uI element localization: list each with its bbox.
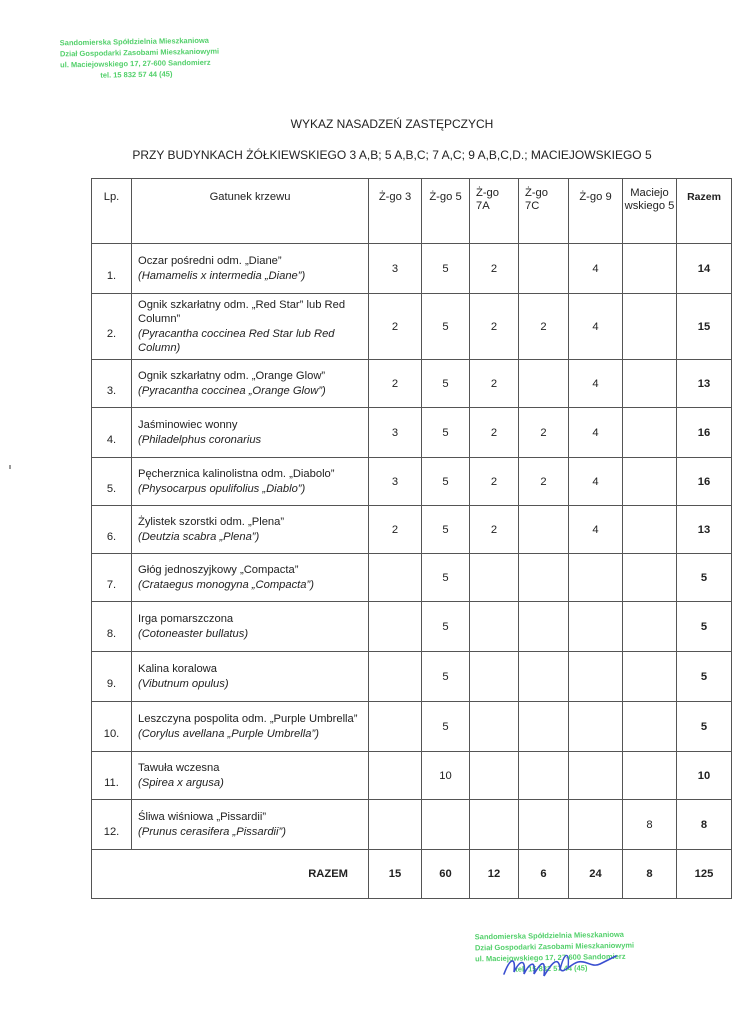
species-latin: (Vibutnum opulus): [138, 677, 229, 690]
row-total: 5: [677, 602, 732, 652]
table-row: [92, 294, 732, 360]
total-z7c: 6: [519, 850, 569, 899]
row-number: 10.: [92, 702, 132, 752]
count-z3: [369, 602, 422, 652]
species-name: Oczar pośredni odm. „Diane”: [138, 255, 282, 267]
count-z5: 5: [422, 506, 470, 554]
species-latin: (Pyracantha coccinea „Orange Glow”): [138, 384, 326, 397]
count-mac: [623, 294, 677, 360]
count-z7a: 2: [470, 506, 519, 554]
header-lp: Lp.: [92, 179, 132, 244]
count-z5: 5: [422, 458, 470, 506]
count-z7a: 2: [470, 408, 519, 458]
count-z9: [569, 554, 623, 602]
count-z9: [569, 652, 623, 702]
row-total: 5: [677, 554, 732, 602]
species-cell: [132, 506, 369, 554]
count-z9: [569, 702, 623, 752]
table-row: [92, 602, 732, 652]
species-name: Ognik szkarłatny odm. „Orange Glow”: [138, 370, 326, 382]
table-row: [92, 554, 732, 602]
count-z7c: 2: [519, 408, 569, 458]
count-z7a: 2: [470, 294, 519, 360]
total-z5: 60: [422, 850, 470, 899]
species-latin: (Hamamelis x intermedia „Diane”): [138, 269, 306, 282]
count-z9: 4: [569, 506, 623, 554]
species-cell: [132, 408, 369, 458]
count-z5: 5: [422, 408, 470, 458]
row-number: 8.: [92, 602, 132, 652]
count-z5: 5: [422, 554, 470, 602]
table-row: [92, 244, 732, 294]
species-name: Kalina koralowa: [138, 663, 217, 675]
table-row: [92, 458, 732, 506]
count-z7a: [470, 652, 519, 702]
count-z7c: [519, 506, 569, 554]
count-z7a: [470, 702, 519, 752]
species-cell: [132, 244, 369, 294]
table-row: [92, 702, 732, 752]
totals-row: [92, 850, 732, 899]
header-z9: Ż-go 9: [569, 179, 623, 244]
count-z7a: 2: [470, 244, 519, 294]
table-row: [92, 652, 732, 702]
count-z7c: 2: [519, 458, 569, 506]
stamp-line-2: Dział Gospodarki Zasobami Mieszkaniowymi: [474, 940, 635, 953]
species-latin: (Cotoneaster bullatus): [138, 627, 249, 640]
species-name: Jaśminowiec wonny: [138, 419, 238, 431]
species-latin: (Prunus cerasifera „Pissardii”): [138, 825, 286, 838]
species-cell: [132, 652, 369, 702]
count-z3: 2: [369, 360, 422, 408]
company-stamp-top: [60, 35, 220, 82]
stamp-line-3: ul. Maciejowskiego 17, 27-600 Sandomierz: [475, 951, 626, 964]
count-z9: 4: [569, 458, 623, 506]
table-row: [92, 506, 732, 554]
species-name: Irga pomarszczona: [138, 613, 234, 625]
total-z7a: 12: [470, 850, 519, 899]
count-mac: [623, 752, 677, 800]
row-number: 11.: [92, 752, 132, 800]
count-z3: 3: [369, 408, 422, 458]
table-row: [92, 360, 732, 408]
row-number: 6.: [92, 506, 132, 554]
count-z7a: 2: [470, 458, 519, 506]
count-mac: [623, 360, 677, 408]
row-number: 12.: [92, 800, 132, 850]
count-z7c: [519, 752, 569, 800]
count-z7c: [519, 554, 569, 602]
species-cell: [132, 294, 369, 360]
row-total: 13: [677, 506, 732, 554]
count-z5: [422, 800, 470, 850]
count-mac: [623, 554, 677, 602]
count-z7a: [470, 602, 519, 652]
document-subtitle: PRZY BUDYNKACH ŻÓŁKIEWSKIEGO 3 A,B; 5 A,B,C; 7 A,C; 9 A,B,C,D.; MACIEJOWSKIEGO 5: [132, 148, 652, 162]
count-z7a: [470, 800, 519, 850]
stamp-line-1: Sandomierska Spółdzielnia Mieszkaniowa: [474, 929, 624, 942]
count-z9: 4: [569, 294, 623, 360]
scan-mark: [9, 465, 11, 469]
count-z3: 3: [369, 244, 422, 294]
header-razem: Razem: [677, 179, 732, 244]
row-total: 16: [677, 408, 732, 458]
species-latin: (Pyracantha coccinea Red Star lub Red Column): [138, 327, 335, 354]
count-z5: 5: [422, 652, 470, 702]
count-z3: [369, 752, 422, 800]
signature: [500, 946, 620, 986]
row-total: 13: [677, 360, 732, 408]
row-total: 14: [677, 244, 732, 294]
row-total: 15: [677, 294, 732, 360]
count-mac: [623, 506, 677, 554]
species-cell: [132, 702, 369, 752]
row-total: 5: [677, 652, 732, 702]
count-z9: [569, 602, 623, 652]
count-z9: 4: [569, 244, 623, 294]
header-maciejowskiego: Maciejo wskiego 5: [623, 179, 677, 244]
count-mac: [623, 602, 677, 652]
species-name: Leszczyna pospolita odm. „Purple Umbrella”: [138, 713, 358, 725]
species-latin: (Physocarpus opulifolius „Diablo”): [138, 482, 306, 495]
species-name: Tawuła wczesna: [138, 762, 220, 774]
species-name: Pęcherznica kalinolistna odm. „Diabolo”: [138, 468, 335, 480]
species-latin: (Spirea x argusa): [138, 776, 224, 789]
row-total: 10: [677, 752, 732, 800]
count-z3: [369, 652, 422, 702]
stamp-line-4: tel. 15 832 57 44 (45): [100, 69, 173, 80]
stamp-line-4: tel. 15 832 57 44 (45): [515, 963, 588, 974]
count-z7c: [519, 652, 569, 702]
species-cell: [132, 554, 369, 602]
total-z9: 24: [569, 850, 623, 899]
row-total: 8: [677, 800, 732, 850]
count-mac: [623, 458, 677, 506]
document-title: WYKAZ NASADZEŃ ZASTĘPCZYCH: [290, 117, 494, 131]
count-z7a: 2: [470, 360, 519, 408]
count-z5: 5: [422, 360, 470, 408]
species-name: Żylistek szorstki odm. „Plena”: [138, 516, 285, 528]
header-z5: Ż-go 5: [422, 179, 470, 244]
count-mac: [623, 408, 677, 458]
table-row: [92, 800, 732, 850]
species-cell: [132, 602, 369, 652]
count-z5: 5: [422, 702, 470, 752]
total-razem: 125: [677, 850, 732, 899]
species-latin: (Corylus avellana „Purple Umbrella”): [138, 727, 319, 740]
count-z9: [569, 800, 623, 850]
count-z3: [369, 554, 422, 602]
row-number: 9.: [92, 652, 132, 702]
species-cell: [132, 752, 369, 800]
stamp-line-1: Sandomierska Spółdzielnia Mieszkaniowa: [59, 35, 209, 48]
count-z5: 5: [422, 244, 470, 294]
total-z3: 15: [369, 850, 422, 899]
count-z9: [569, 752, 623, 800]
species-name: Głóg jednoszyjkowy „Compacta”: [138, 564, 299, 576]
species-name: Śliwa wiśniowa „Pissardii”: [138, 811, 267, 823]
table-header-row: [92, 179, 732, 244]
count-z9: 4: [569, 408, 623, 458]
header-species: Gatunek krzewu: [132, 179, 369, 244]
count-z5: 5: [422, 294, 470, 360]
count-z7c: [519, 800, 569, 850]
count-z7c: 2: [519, 294, 569, 360]
stamp-line-2: Dział Gospodarki Zasobami Mieszkaniowymi: [59, 46, 220, 59]
row-number: 7.: [92, 554, 132, 602]
count-z5: 5: [422, 602, 470, 652]
count-z3: 3: [369, 458, 422, 506]
count-z9: 4: [569, 360, 623, 408]
count-z7c: [519, 602, 569, 652]
row-total: 5: [677, 702, 732, 752]
count-z7a: [470, 752, 519, 800]
row-number: 1.: [92, 244, 132, 294]
header-z7c: Ż-go 7C: [519, 179, 569, 244]
species-latin: (Crataegus monogyna „Compacta”): [138, 578, 314, 591]
row-number: 4.: [92, 408, 132, 458]
total-maciejowskiego: 8: [623, 850, 677, 899]
species-cell: [132, 360, 369, 408]
species-latin: (Deutzia scabra „Plena”): [138, 530, 260, 543]
count-z7c: [519, 244, 569, 294]
row-number: 2.: [92, 294, 132, 360]
count-z7a: [470, 554, 519, 602]
species-cell: [132, 800, 369, 850]
count-z3: [369, 702, 422, 752]
count-mac: [623, 244, 677, 294]
totals-label: RAZEM: [92, 850, 369, 899]
table-row: [92, 752, 732, 800]
count-mac: [623, 702, 677, 752]
count-z7c: [519, 360, 569, 408]
species-latin: (Philadelphus coronarius: [138, 433, 262, 446]
species-name: Ognik szkarłatny odm. „Red Star” lub Red Column”: [138, 298, 346, 325]
row-total: 16: [677, 458, 732, 506]
species-cell: [132, 458, 369, 506]
header-z7a: Ż-go 7A: [470, 179, 519, 244]
row-number: 3.: [92, 360, 132, 408]
count-z5: 10: [422, 752, 470, 800]
count-mac: [623, 652, 677, 702]
count-mac: 8: [623, 800, 677, 850]
count-z7c: [519, 702, 569, 752]
stamp-line-3: ul. Maciejowskiego 17, 27-600 Sandomierz: [60, 57, 211, 70]
count-z3: 2: [369, 294, 422, 360]
row-number: 5.: [92, 458, 132, 506]
header-z3: Ż-go 3: [369, 179, 422, 244]
table-row: [92, 408, 732, 458]
count-z3: 2: [369, 506, 422, 554]
count-z3: [369, 800, 422, 850]
plantings-table: [91, 178, 732, 899]
